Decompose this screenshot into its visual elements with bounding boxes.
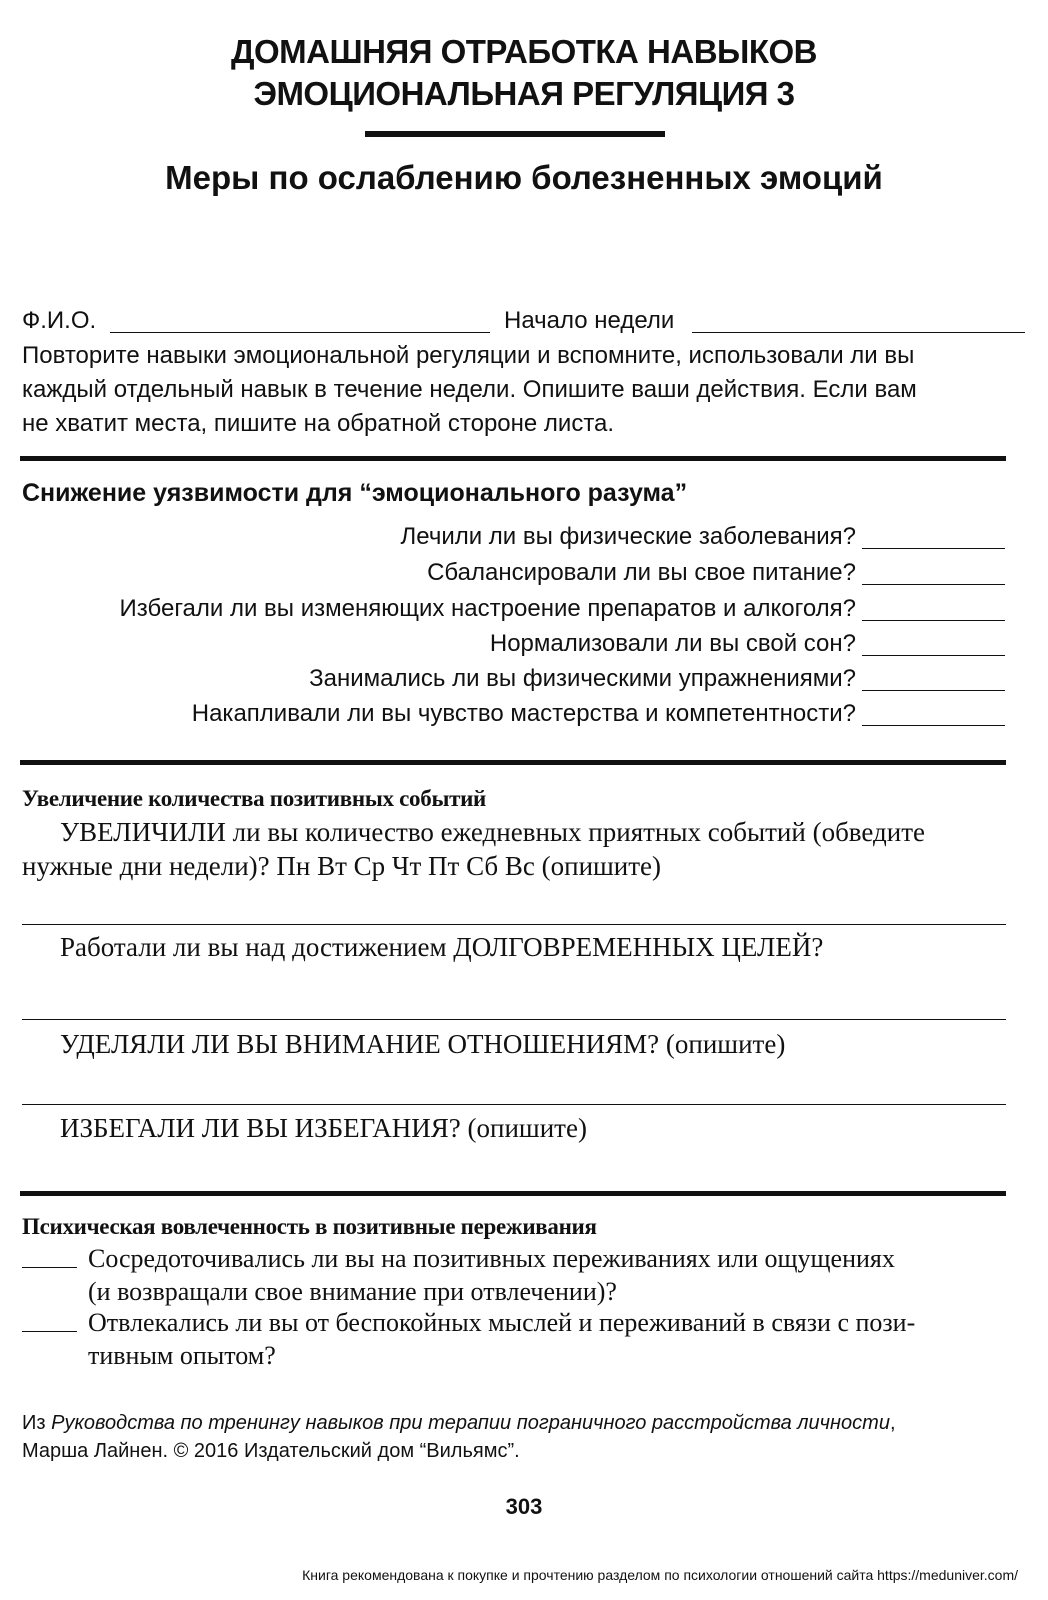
name-label: Ф.И.О. [22, 307, 97, 334]
week-start-field[interactable] [692, 332, 1025, 333]
answer-field[interactable] [862, 620, 1005, 621]
relationships-question: УДЕЛЯЛИ ЛИ ВЫ ВНИМАНИЕ ОТНОШЕНИЯМ? (опишите) [60, 1029, 786, 1059]
instructions-line-3: не хватит места, пишите на обратной стороне листа. [22, 410, 615, 437]
footer-note: Книга рекомендована к покупке и прочтению разделом по психологии отношений сайта https://meduniver.com/ [302, 1567, 1018, 1583]
question-text: Накапливали ли вы чувство мастерства и компетентности? [191, 700, 856, 727]
vulnerability-question [22, 556, 1008, 590]
mindfulness-item-line-2: (и возвращали свое внимание при отвлечении)? [88, 1277, 617, 1306]
increase-events-question-line-1: УВЕЛИЧИЛИ ли вы количество ежедневных приятных событий (обведите [60, 817, 925, 847]
source-prefix: Из [22, 1412, 52, 1434]
relationships-answer-line[interactable] [22, 1104, 1006, 1105]
vulnerability-question [22, 520, 1008, 554]
worksheet-title-line1: ДОМАШНЯЯ ОТРАБОТКА НАВЫКОВ [231, 33, 817, 70]
question-text: Лечили ли вы физические заболевания? [400, 523, 856, 550]
name-week-row [22, 305, 1028, 337]
section-divider [20, 1191, 1006, 1196]
question-text: Занимались ли вы физическими упражнениями? [309, 665, 856, 692]
events-answer-line[interactable] [22, 924, 1006, 925]
vulnerability-question [22, 627, 1008, 661]
section-divider [20, 760, 1006, 765]
source-book-title: Руководства по тренингу навыков при терапии пограничного расстройства личности [51, 1412, 890, 1434]
mindfulness-item-line-2: тивным опытом? [88, 1341, 276, 1370]
section-divider [20, 456, 1006, 461]
mindfulness-item [22, 1306, 1022, 1372]
vulnerability-question [22, 592, 1008, 626]
worksheet-subtitle: Меры по ослаблению болезненных эмоций [165, 159, 883, 196]
checkbox-blank[interactable] [22, 1331, 77, 1332]
mindfulness-item [22, 1242, 1022, 1308]
long-term-goals-question: Работали ли вы над достижением ДОЛГОВРЕМЕННЫХ ЦЕЛЕЙ? [60, 932, 824, 962]
checkbox-blank[interactable] [22, 1267, 77, 1268]
question-text: Избегали ли вы изменяющих настроение препаратов и алкоголя? [119, 595, 856, 622]
vulnerability-heading: Снижение уязвимости для “эмоционального разума” [22, 479, 688, 507]
source-suffix: , [889, 1412, 896, 1434]
mindfulness-item-line-1: Отвлекались ли вы от беспокойных мыслей и переживаний в связи с пози- [88, 1308, 916, 1337]
answer-field[interactable] [862, 690, 1005, 691]
answer-field[interactable] [862, 725, 1005, 726]
answer-field[interactable] [862, 584, 1005, 585]
source-citation-line-1 [22, 1409, 896, 1437]
worksheet-title-line2: ЭМОЦИОНАЛЬНАЯ РЕГУЛЯЦИЯ 3 [253, 75, 795, 112]
week-start-label: Начало недели [504, 307, 675, 334]
goals-answer-line[interactable] [22, 1019, 1006, 1020]
mindfulness-item-line-1: Сосредоточивались ли вы на позитивных переживаниях или ощущениях [88, 1244, 895, 1273]
page-number: 303 [505, 1494, 543, 1519]
answer-field[interactable] [862, 655, 1005, 656]
vulnerability-question [22, 697, 1008, 731]
positive-events-heading: Увеличение количества позитивных событий [22, 786, 487, 811]
avoid-avoidance-question: ИЗБЕГАЛИ ЛИ ВЫ ИЗБЕГАНИЯ? (опишите) [60, 1113, 587, 1143]
title-divider [365, 131, 665, 137]
source-citation-line-2: Марша Лайнен. © 2016 Издательский дом “Вильямс”. [22, 1440, 520, 1462]
vulnerability-question [22, 662, 1008, 696]
instructions-line-1: Повторите навыки эмоциональной регуляции и вспомните, использовали ли вы [22, 342, 915, 369]
instructions-line-2: каждый отдельный навык в течение недели. Опишите ваши действия. Если вам [22, 376, 917, 403]
name-field[interactable] [110, 332, 490, 333]
question-text: Нормализовали ли вы свой сон? [489, 630, 856, 657]
mindfulness-heading: Психическая вовлеченность в позитивные переживания [22, 1214, 597, 1239]
increase-events-question-line-2: нужные дни недели)? Пн Вт Ср Чт Пт Сб Вс (опишите) [22, 851, 662, 881]
answer-field[interactable] [862, 548, 1005, 549]
question-text: Сбалансировали ли вы свое питание? [427, 559, 856, 586]
